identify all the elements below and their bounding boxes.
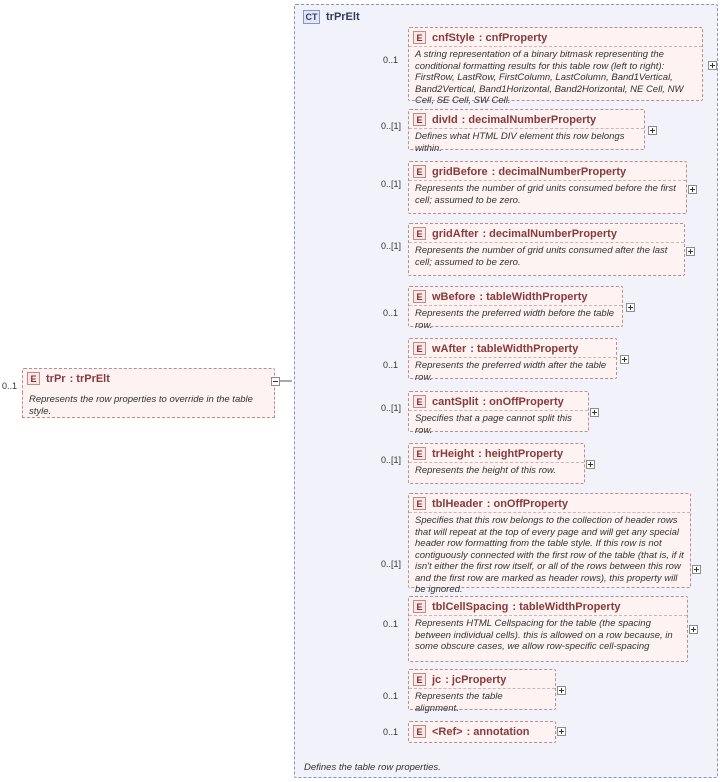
expand-plus-icon-jc[interactable] — [557, 686, 566, 695]
node-trPr-doc: Represents the row properties to override in the table style. — [29, 394, 253, 417]
node-wBefore-doc: Represents the preferred width before the table row. — [409, 305, 622, 335]
expand-plus-icon-wBefore[interactable] — [626, 303, 635, 312]
expand-plus-icon-gridBefore[interactable] — [688, 185, 697, 194]
node-jc[interactable] — [408, 669, 556, 714]
node-wBefore-type: : tableWidthProperty — [479, 290, 588, 303]
cardinality-trHeight: 0..[1] — [381, 455, 402, 465]
element-icon: E — [27, 372, 40, 385]
node-gridAfter-name: gridAfter — [432, 227, 479, 240]
node-gridBefore[interactable] — [408, 161, 687, 214]
node-trHeight-name: trHeight — [432, 447, 475, 460]
node-wAfter-doc: Represents the preferred width after the table row. — [409, 357, 616, 387]
node-tblHeader-doc: Specifies that this row belongs to the collection of header rows that will repeat at the top of every page and will get any special header row formatting from the table style. If this row is not contiguously connected with the first row of the table (that is, if it isn't either the first row itself, or all of the rows between this row and the first row are marked as header rows), this property will be ignored. — [409, 512, 690, 600]
expand-plus-icon-divId[interactable] — [648, 126, 657, 135]
node-gridBefore-type: : decimalNumberProperty — [491, 165, 627, 178]
complextype-footer: Defines the table row properties. — [304, 762, 441, 773]
node-wAfter-name: wAfter — [432, 342, 467, 355]
node-trPr-header — [23, 369, 274, 387]
node-divId-type: : decimalNumberProperty — [461, 113, 597, 126]
node-trHeight[interactable] — [408, 443, 585, 484]
node-cantSplit[interactable] — [408, 391, 589, 436]
node-jc-type: : jcProperty — [445, 673, 507, 686]
node-divId-header — [409, 110, 644, 128]
element-icon: E — [413, 165, 426, 178]
expand-plus-icon-tblCellSpacing[interactable] — [689, 625, 698, 634]
node-divId-name: divId — [432, 113, 458, 126]
element-icon: E — [413, 227, 426, 240]
cardinality-tblHeader: 0..[1] — [381, 559, 402, 569]
node-cantSplit-name: cantSplit — [432, 395, 479, 408]
node-jc-name: jc — [432, 673, 442, 686]
cardinality-wAfter: 0..1 — [383, 360, 399, 370]
node-ref-header — [409, 722, 555, 740]
node-divId-doc: Defines what HTML DIV element this row belongs within. — [409, 128, 644, 158]
element-icon: E — [413, 31, 426, 44]
node-tblCellSpacing-header — [409, 597, 687, 615]
node-trPr-type: : trPrElt — [69, 372, 110, 385]
element-icon: E — [413, 342, 426, 355]
node-tblCellSpacing-name: tblCellSpacing — [432, 600, 509, 613]
cardinality-divId: 0..[1] — [381, 121, 402, 131]
node-gridAfter[interactable] — [408, 223, 685, 276]
node-wAfter-header — [409, 339, 616, 357]
node-trHeight-doc: Represents the height of this row. — [409, 462, 584, 481]
expand-plus-icon-tblHeader[interactable] — [692, 565, 701, 574]
node-ref-annotation[interactable] — [408, 721, 556, 743]
element-icon: E — [413, 395, 426, 408]
node-trHeight-type: : heightProperty — [478, 447, 564, 460]
cardinality-jc: 0..1 — [383, 691, 399, 701]
node-ref-name: <Ref> — [432, 725, 463, 738]
node-jc-doc: Represents the table alignment. — [409, 688, 555, 718]
node-trPr-name: trPr — [46, 372, 66, 385]
node-trHeight-header — [409, 444, 584, 462]
element-icon: E — [413, 725, 426, 738]
node-wAfter-type: : tableWidthProperty — [470, 342, 579, 355]
node-cnfStyle-type: : cnfProperty — [478, 31, 548, 44]
node-cantSplit-header — [409, 392, 588, 410]
node-cnfStyle-name: cnfStyle — [432, 31, 475, 44]
node-wBefore-name: wBefore — [432, 290, 476, 303]
node-tblHeader-name: tblHeader — [432, 497, 483, 510]
node-cnfStyle-header — [409, 28, 702, 46]
node-gridAfter-doc: Represents the number of grid units consumed after the last cell; assumed to be zero. — [409, 242, 684, 272]
element-icon: E — [413, 447, 426, 460]
expand-plus-icon-ref[interactable] — [557, 727, 566, 736]
node-jc-header — [409, 670, 555, 688]
complextype-name: trPrElt — [326, 11, 360, 23]
node-wAfter[interactable] — [408, 338, 617, 383]
node-tblHeader-header — [409, 494, 690, 512]
cardinality-tblCellSpacing: 0..1 — [383, 619, 399, 629]
element-icon: E — [413, 600, 426, 613]
node-tblCellSpacing-type: : tableWidthProperty — [512, 600, 621, 613]
complextype-icon: CT — [303, 10, 320, 24]
expand-plus-icon-wAfter[interactable] — [620, 355, 629, 364]
root-cardinality: 0..1 — [2, 381, 18, 391]
node-cantSplit-type: : onOffProperty — [482, 395, 564, 408]
expand-plus-icon-cnfStyle[interactable] — [708, 61, 717, 70]
node-gridBefore-header — [409, 162, 686, 180]
complextype-header — [298, 6, 365, 26]
expand-plus-icon-cantSplit[interactable] — [590, 408, 599, 417]
node-cnfStyle[interactable] — [408, 27, 703, 107]
node-cnfStyle-doc: A string representation of a binary bitmask representing the conditional formatting results for this table row (left to right): FirstRow, LastRow, FirstColumn, LastColumn, Band1Vertical, Band2Vertical, Band1Horizontal, Band2Horizontal, NE Cell, NW Cell, SE Cell, SW Cell. — [409, 46, 702, 111]
element-icon: E — [413, 290, 426, 303]
node-gridAfter-header — [409, 224, 684, 242]
cardinality-gridAfter: 0..[1] — [381, 241, 402, 251]
element-icon: E — [413, 497, 426, 510]
node-tblCellSpacing-doc: Represents HTML Cellspacing for the table (the spacing between individual cells). this is allowed on a row because, in some obscure cases, we allow row-specific cell-spacing — [409, 615, 687, 657]
node-cantSplit-doc: Specifies that a page cannot split this row. — [409, 410, 588, 440]
node-tblCellSpacing[interactable] — [408, 596, 688, 662]
node-trPr-doc-box — [22, 392, 275, 418]
node-gridBefore-name: gridBefore — [432, 165, 488, 178]
expand-plus-icon-trHeight[interactable] — [586, 460, 595, 469]
node-ref-type: : annotation — [466, 725, 530, 738]
node-wBefore-header — [409, 287, 622, 305]
node-wBefore[interactable] — [408, 286, 623, 331]
element-icon: E — [413, 673, 426, 686]
cardinality-ref: 0..1 — [383, 727, 399, 737]
node-gridBefore-doc: Represents the number of grid units consumed before the first cell; assumed to be zero. — [409, 180, 686, 210]
cardinality-gridBefore: 0..[1] — [381, 179, 402, 189]
element-icon: E — [413, 113, 426, 126]
cardinality-cnfStyle: 0..1 — [383, 55, 399, 65]
cardinality-cantSplit: 0..[1] — [381, 403, 402, 413]
node-gridAfter-type: : decimalNumberProperty — [482, 227, 617, 240]
cardinality-wBefore: 0..1 — [383, 308, 399, 318]
node-divId[interactable] — [408, 109, 645, 154]
expand-plus-icon-gridAfter[interactable] — [686, 247, 695, 256]
node-tblHeader-type: : onOffProperty — [486, 497, 569, 510]
node-tblHeader[interactable] — [408, 493, 691, 596]
expand-minus-icon-trPr[interactable] — [271, 377, 280, 386]
